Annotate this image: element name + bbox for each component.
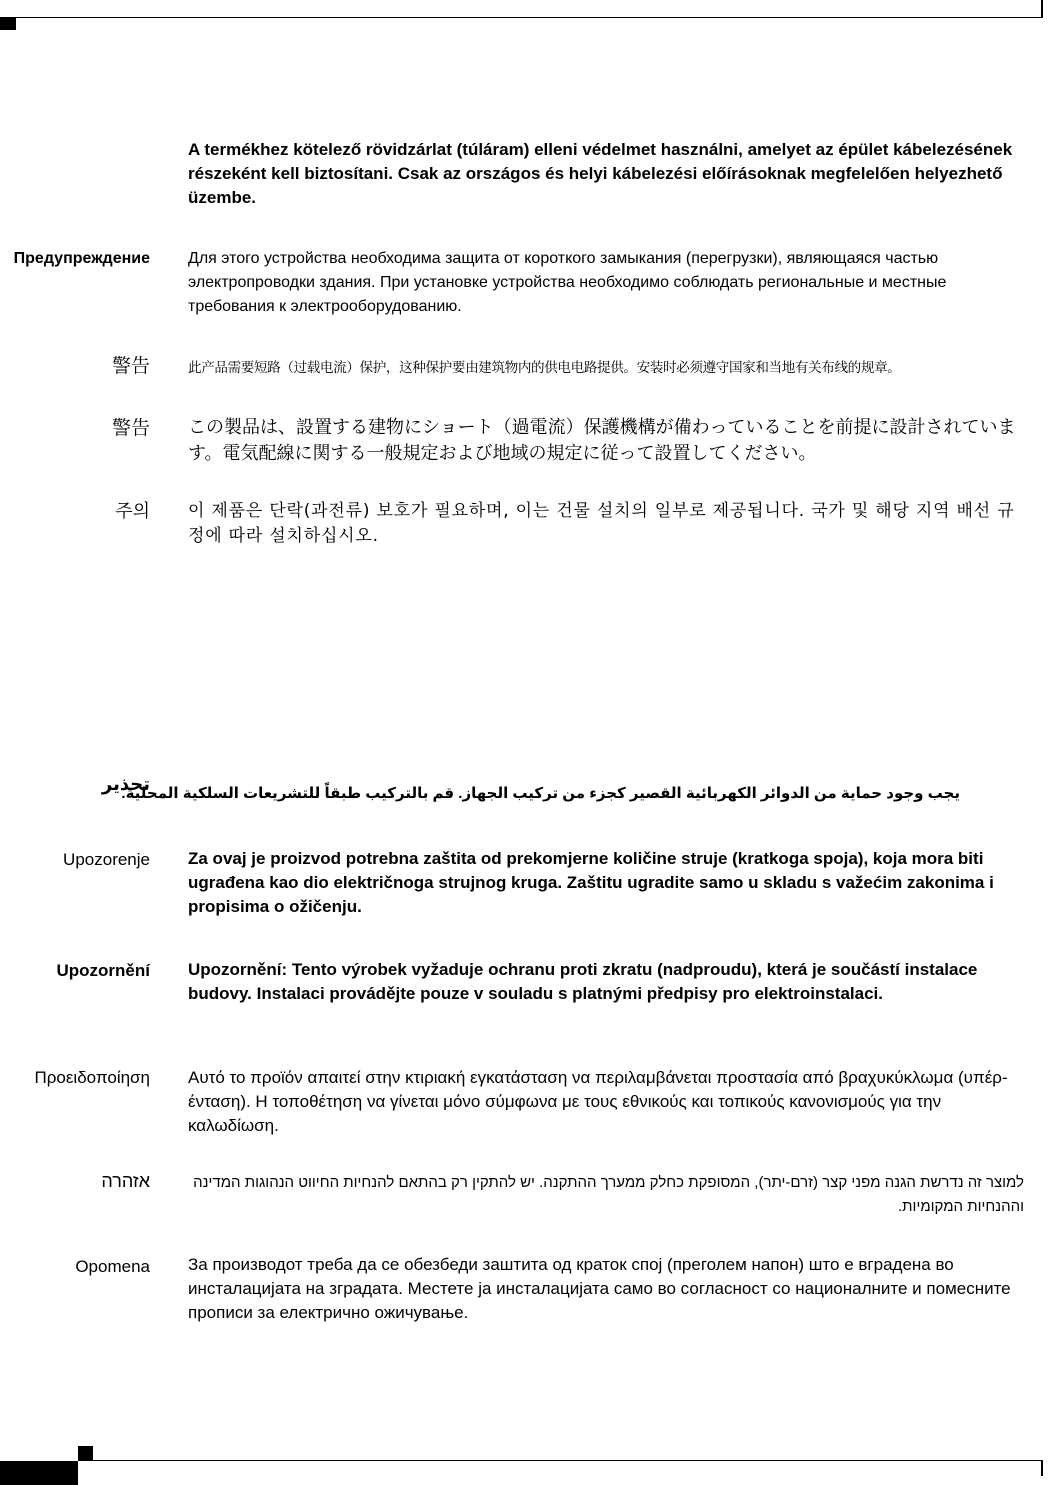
footer-rule-end [1041, 1460, 1043, 1476]
warning-text-greek: Αυτό το προϊόν απαιτεί στην κτιριακή εγκατάσταση να περιλαμβάνεται προστασία από βραχυκύκλωμα (υπέρ-ένταση). Η τοποθέτηση να γίνεται μόνο σύμφωνα με τους εθνικούς και τοπικούς κανονισμούς για την καλωδίωση. [188, 1068, 1008, 1135]
header-rule [0, 17, 1042, 18]
footer-block [0, 1461, 78, 1485]
footer-rule [78, 1460, 1042, 1461]
warning-label-arabic: تحذير [101, 774, 150, 794]
warning-label-hebrew: אזהרה [101, 1171, 150, 1191]
warning-label-macedonian: Opomena [75, 1257, 150, 1276]
warning-text-japanese: この製品は、設置する建物にショート（過電流）保護機構が備わっていることを前提に設計されています。電気配線に関する一般規定および地域の規定に従って設置してください。 [188, 417, 1016, 464]
warning-text-russian: Для этого устройства необходима защита от короткого замыкания (перегрузки), являющаяся частью электропроводки здания. При установке устройства необходимо соблюдать региональные и местные требования к электрооборудованию. [188, 250, 947, 315]
warning-text-croatian: Za ovaj je proizvod potrebna zaštita od prekomjerne količine struje (kratkoga spoja), koja mora biti ugrađena kao dio električnoga strujnog kruga. Zaštitu ugradite samo u skladu s važećim zakonima i propisima o ožičenju. [188, 849, 994, 916]
warning-label-korean: 주의 [115, 501, 150, 522]
warning-text-arabic: يجب وجود حماية من الدوائر الكهربائية القصير كجزء من تركيب الجهاز. قم بالتركيب طبقاً للتشريعات السلكية المحلية. [121, 785, 960, 802]
warning-text-korean: 이 제품은 단락(과전류) 보호가 필요하며, 이는 건물 설치의 일부로 제공됩니다. 국가 및 해당 지역 배선 규정에 따라 설치하십시오. [188, 501, 1015, 546]
warning-text-hungarian: A termékhez kötelező rövidzárlat (túláram) elleni védelmet használni, amelyet az épület kábelezésének részeként kell biztosítani. Csak az országos és helyi kábelezési előírásoknak megfelelően helyezhető üzembe. [188, 140, 1013, 207]
warning-label-japanese: 警告 [111, 417, 150, 439]
warning-text-macedonian: За производот треба да се обезбеди заштита од краток спој (преголем напон) што е вградена во инсталацијата на зградата. Местете ја инсталацијата само во согласност со националните и помесните прописи за електрично ожичување. [188, 1255, 1011, 1322]
warning-label-czech: Upozornění [56, 961, 150, 980]
header-rule-end [1041, 0, 1043, 18]
header-marker [0, 18, 16, 30]
warning-label-russian: Предупреждение [13, 250, 150, 267]
warning-text-hebrew: למוצר זה נדרשת הגנה מפני קצר (זרם-יתר), המסופקת כחלק ממערך ההתקנה. יש להתקין רק בהתאם להנחיות החיווט הנהוגות המדינה וההנחיות המקומיות. [193, 1174, 1024, 1215]
warning-label-greek: Προειδοποίηση [34, 1068, 150, 1087]
warning-text-chinese: 此产品需要短路（过载电流）保护，这种保护要由建筑物内的供电电路提供。安装时必须遵守国家和当地有关布线的规章。 [188, 360, 901, 376]
warning-text-czech: Upozornění: Tento výrobek vyžaduje ochranu proti zkratu (nadproudu), která je součástí instalace budovy. Instalaci provádějte pouze v souladu s platnými předpisy pro elektroinstalaci. [188, 960, 978, 1003]
warning-label-chinese: 警告 [111, 355, 150, 377]
warning-label-croatian: Upozorenje [63, 850, 150, 869]
footer-marker [78, 1446, 93, 1460]
